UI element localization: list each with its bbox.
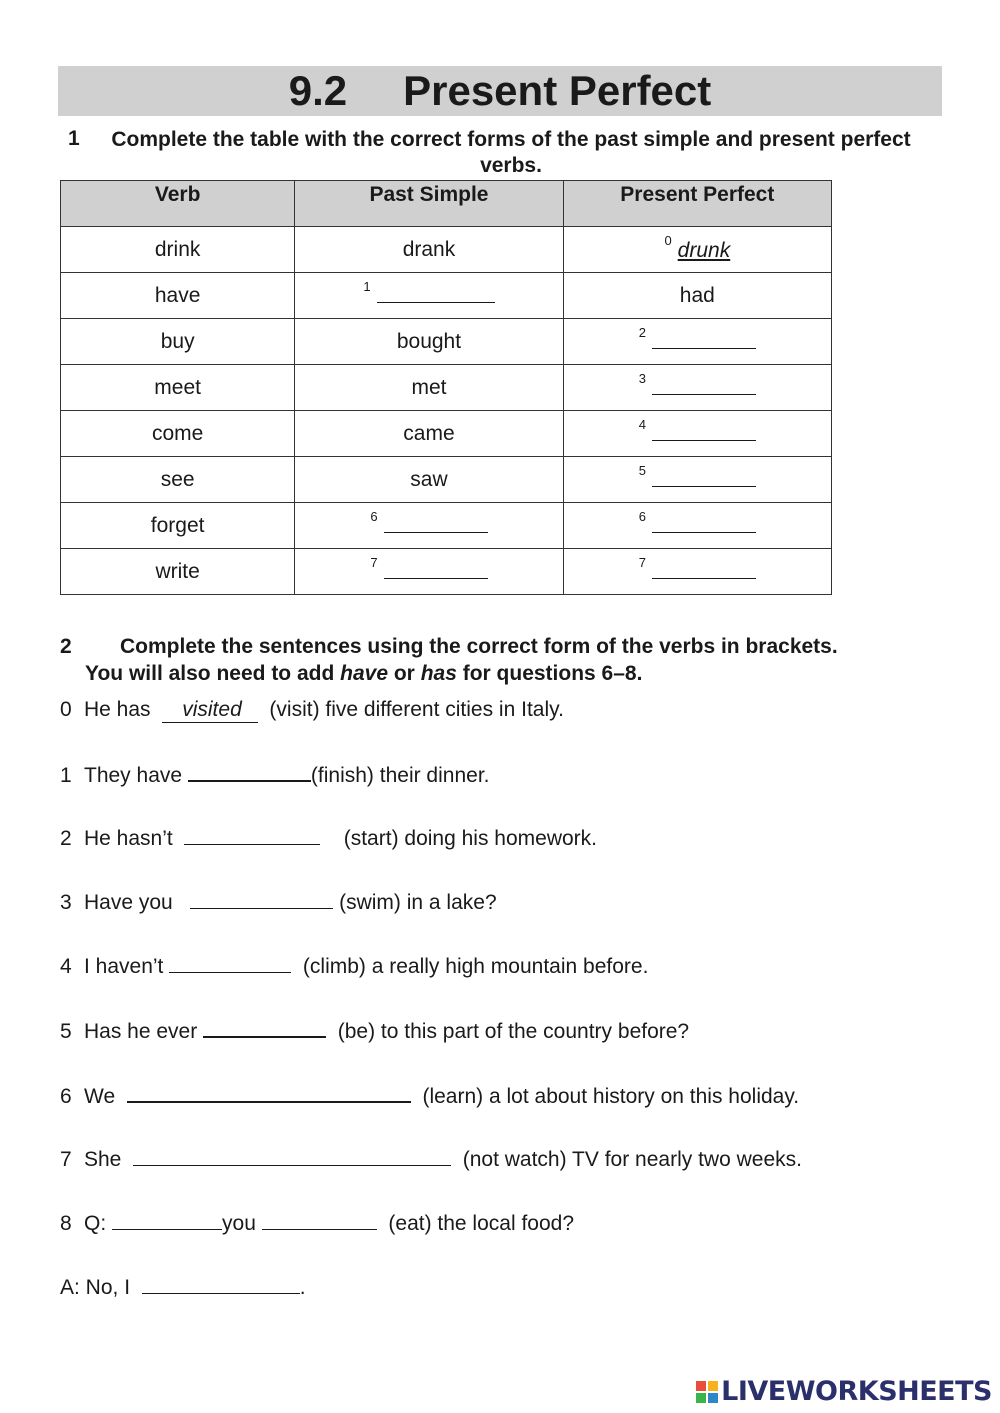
item-number: 2 <box>638 324 646 340</box>
sentence-5: 5 Has he ever (be) to this part of the country before? <box>60 1020 690 1043</box>
perfect-cell: had <box>563 273 831 319</box>
sentence-6: 6 We (learn) a lot about history on this holiday. <box>60 1085 800 1108</box>
verb-cell: come <box>61 411 295 457</box>
verb-cell: meet <box>61 365 295 411</box>
table-row <box>61 503 832 549</box>
answer-blank[interactable] <box>133 1147 451 1166</box>
table-row <box>61 411 832 457</box>
answer-blank[interactable] <box>188 762 311 782</box>
verb-cell: write <box>61 549 295 595</box>
verb-cell: forget <box>61 503 295 549</box>
logo-square <box>696 1381 706 1391</box>
verb-cell: drink <box>61 227 295 273</box>
logo-text: LIVEWORKSHEETS <box>721 1376 992 1407</box>
perfect-cell <box>563 457 831 503</box>
example-answer: drunk <box>677 238 731 262</box>
sentence-8: 8 Q: you (eat) the local food? <box>60 1212 575 1235</box>
verb-cell: buy <box>61 319 295 365</box>
title-bar <box>58 66 942 116</box>
logo-square <box>696 1393 706 1403</box>
answer-blank[interactable] <box>652 560 756 579</box>
past-cell: bought <box>295 319 563 365</box>
perfect-cell <box>563 319 831 365</box>
answer-blank[interactable] <box>384 514 488 533</box>
answer-blank[interactable] <box>262 1211 377 1230</box>
answer-blank[interactable] <box>652 422 756 441</box>
answer-blank[interactable] <box>377 284 495 303</box>
perfect-cell <box>563 227 831 273</box>
table-header-row <box>61 181 832 227</box>
item-number: 6 <box>638 508 646 524</box>
item-number: 7 <box>638 554 646 570</box>
example-answer: visited <box>162 698 258 723</box>
table-row <box>61 457 832 503</box>
past-cell <box>295 273 563 319</box>
item-number: 4 <box>638 416 646 432</box>
answer-blank[interactable] <box>652 376 756 395</box>
item-number: 0 <box>664 232 672 248</box>
sentence-8-answer: A: No, I . <box>60 1276 306 1299</box>
past-cell: met <box>295 365 563 411</box>
table-row <box>61 319 832 365</box>
answer-blank[interactable] <box>127 1083 411 1103</box>
answer-blank[interactable] <box>190 890 333 909</box>
logo-square <box>708 1381 718 1391</box>
sentence-0: 0 He has visited (visit) five different cities in Italy. <box>60 698 564 721</box>
exercise2-instruction: 2 Complete the sentences using the correct form of the verbs in brackets. You will also need to add have or has for questions 6–8. <box>60 635 838 685</box>
answer-blank[interactable] <box>184 826 320 845</box>
verb-cell: see <box>61 457 295 503</box>
sentence-4: 4 I haven’t (climb) a really high mountain before. <box>60 955 649 978</box>
sentence-1: 1 They have (finish) their dinner. <box>60 764 490 787</box>
answer-blank[interactable] <box>652 468 756 487</box>
sentence-3: 3 Have you (swim) in a lake? <box>60 891 497 914</box>
perfect-cell <box>563 503 831 549</box>
logo-square <box>708 1393 718 1403</box>
page-title: 9.2 Present Perfect <box>288 67 712 114</box>
answer-blank[interactable] <box>142 1275 300 1294</box>
past-cell: saw <box>295 457 563 503</box>
verb-cell: have <box>61 273 295 319</box>
verb-table <box>60 180 832 595</box>
header-past-simple: Past Simple <box>295 181 563 227</box>
perfect-cell <box>563 365 831 411</box>
table-row <box>61 227 832 273</box>
sentence-2: 2 He hasn’t (start) doing his homework. <box>60 827 597 850</box>
answer-blank[interactable] <box>169 954 291 973</box>
past-cell <box>295 503 563 549</box>
item-number: 3 <box>638 370 646 386</box>
header-present-perfect: Present Perfect <box>563 181 831 227</box>
item-number: 7 <box>370 554 378 570</box>
perfect-cell <box>563 549 831 595</box>
answer-blank[interactable] <box>203 1018 326 1038</box>
sentence-7: 7 She (not watch) TV for nearly two weeks. <box>60 1148 802 1171</box>
table-row <box>61 549 832 595</box>
logo-icon <box>696 1381 718 1403</box>
item-number: 6 <box>370 508 378 524</box>
exercise1-number: 1 <box>68 127 80 150</box>
perfect-cell <box>563 411 831 457</box>
item-number: 5 <box>638 462 646 478</box>
header-verb: Verb <box>61 181 295 227</box>
past-cell: drank <box>295 227 563 273</box>
answer-blank[interactable] <box>652 514 756 533</box>
past-cell: came <box>295 411 563 457</box>
item-number: 1 <box>363 278 371 294</box>
answer-blank[interactable] <box>112 1211 222 1230</box>
exercise2-number: 2 <box>60 635 72 658</box>
liveworksheets-logo <box>696 1376 992 1407</box>
answer-blank[interactable] <box>652 330 756 349</box>
past-cell <box>295 549 563 595</box>
exercise1-instruction: Complete the table with the correct forms of the past simple and present perfect verbs. <box>111 128 911 177</box>
table-row <box>61 273 832 319</box>
answer-blank[interactable] <box>384 560 488 579</box>
table-row <box>61 365 832 411</box>
